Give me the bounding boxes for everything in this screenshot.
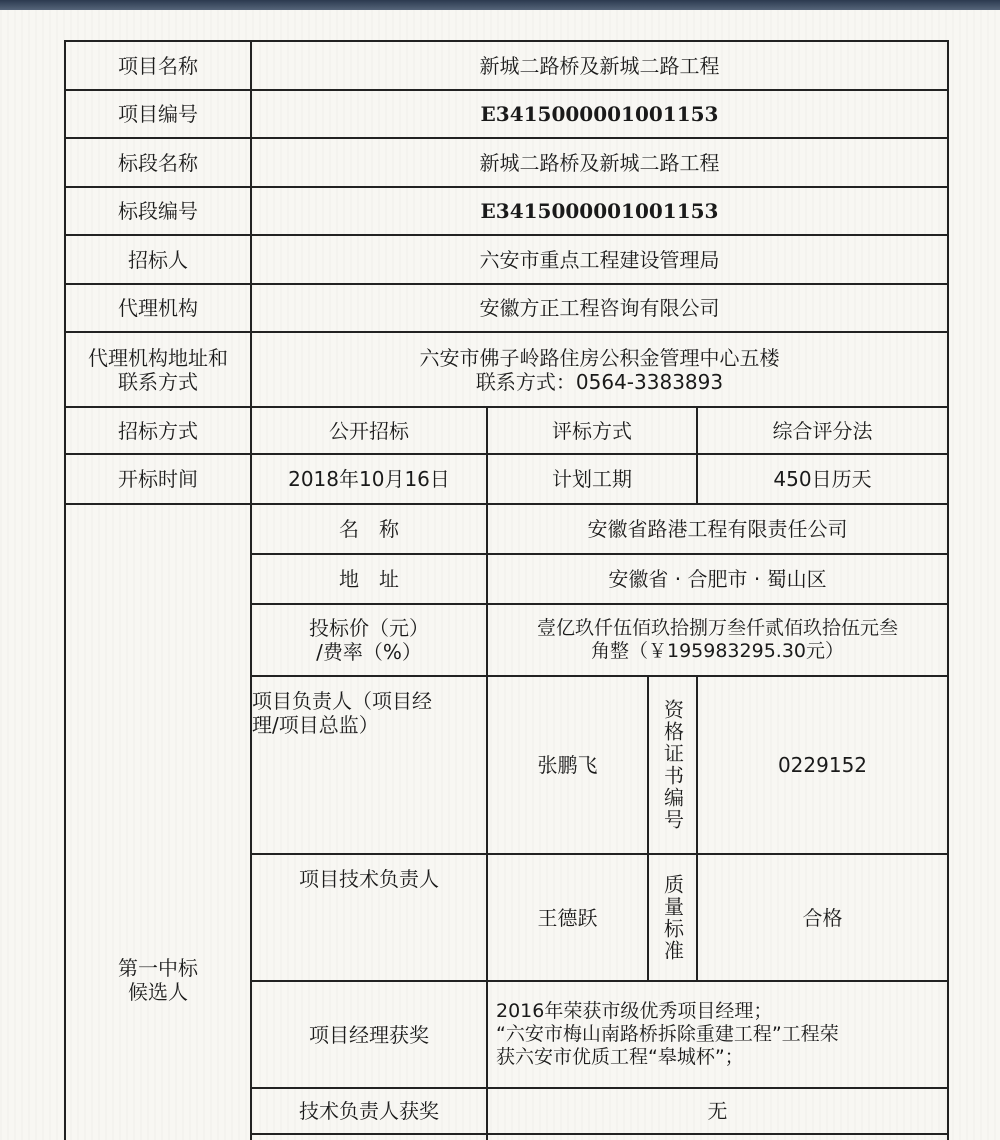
manager-award-label: 项目经理获奖	[309, 1022, 429, 1047]
project-code-label: 项目编号	[118, 102, 198, 126]
agency-contact-label	[66, 333, 250, 406]
section-name-label: 标段名称	[118, 150, 198, 175]
tenderer-label: 招标人	[128, 247, 188, 272]
agency-contact-label-line1: 代理机构地址和	[88, 345, 228, 370]
bid-price-value	[488, 605, 947, 675]
bid-price-value-line2: 角整（￥195983295.30元）	[590, 640, 844, 662]
candidate-label	[66, 940, 250, 1020]
planned-period-value: 450日历天	[773, 467, 872, 491]
section-code-value: E3415000001001153	[480, 199, 719, 223]
tender-method-value: 公开招标	[329, 418, 409, 443]
bid-price-value-line1: 壹亿玖仟伍佰玖拾捌万叁仟贰佰玖拾伍元叁	[536, 617, 898, 640]
project-manager-label-line2: 理/项目总监）	[252, 713, 379, 737]
opening-time-label: 开标时间	[118, 467, 198, 491]
section-name-value: 新城二路桥及新城二路工程	[479, 150, 720, 175]
manager-award-line1: 2016年荣获市级优秀项目经理；	[496, 1000, 773, 1023]
agency-value: 安徽方正工程咨询有限公司	[479, 296, 720, 320]
section-code-label: 标段编号	[118, 199, 198, 223]
evaluation-method-value: 综合评分法	[772, 418, 873, 443]
bid-price-label	[252, 605, 486, 675]
table-rule	[250, 1133, 949, 1135]
company-address-value: 安徽省 · 合肥市 · 蜀山区	[608, 567, 827, 591]
table-rule	[947, 40, 949, 1140]
quality-standard-label: 质量标准	[660, 873, 685, 962]
agency-contact-label-line2: 联系方式	[118, 369, 198, 394]
technical-lead-name: 王德跃	[537, 905, 598, 930]
candidate-label-line2: 候选人	[128, 980, 188, 1004]
certificate-number-label: 资格证书编号	[660, 699, 685, 831]
project-name-value: 新城二路桥及新城二路工程	[479, 53, 720, 78]
candidate-label-line1: 第一中标	[118, 956, 198, 980]
project-code-value: E3415000001001153	[480, 102, 719, 126]
agency-label: 代理机构	[118, 296, 198, 320]
technical-lead-label: 项目技术负责人	[299, 867, 439, 891]
agency-address: 六安市佛子岭路住房公积金管理中心五楼	[419, 345, 780, 370]
bid-price-label-line1: 投标价（元）	[309, 616, 429, 640]
evaluation-method-label: 评标方式	[552, 418, 632, 443]
manager-award-line2: “六安市梅山南路桥拆除重建工程”工程荣	[496, 1023, 839, 1046]
project-name-label: 项目名称	[118, 53, 198, 78]
project-manager-label-line1: 项目负责人（项目经	[252, 689, 432, 713]
manager-award-value	[488, 982, 947, 1087]
project-manager-name: 张鹏飞	[537, 753, 598, 777]
company-name-value: 安徽省路港工程有限责任公司	[587, 517, 848, 541]
tender-method-label: 招标方式	[118, 418, 198, 443]
quality-standard-value: 合格	[802, 905, 843, 930]
tech-award-value: 无	[707, 1099, 728, 1123]
bid-price-label-line2: /费率（%）	[316, 640, 422, 664]
agency-phone: 联系方式：0564-3383893	[475, 369, 724, 394]
manager-award-line3: 获六安市优质工程“皋城杯”；	[496, 1045, 744, 1068]
company-address-label: 地 址	[339, 567, 399, 591]
certificate-number-value: 0229152	[777, 753, 868, 777]
agency-contact-value	[252, 333, 947, 406]
company-name-label: 名 称	[339, 517, 399, 541]
planned-period-label: 计划工期	[552, 467, 632, 491]
tech-award-label: 技术负责人获奖	[299, 1099, 439, 1123]
tenderer-value: 六安市重点工程建设管理局	[479, 247, 720, 272]
project-manager-label	[252, 677, 486, 853]
opening-time-value: 2018年10月16日	[288, 467, 450, 491]
